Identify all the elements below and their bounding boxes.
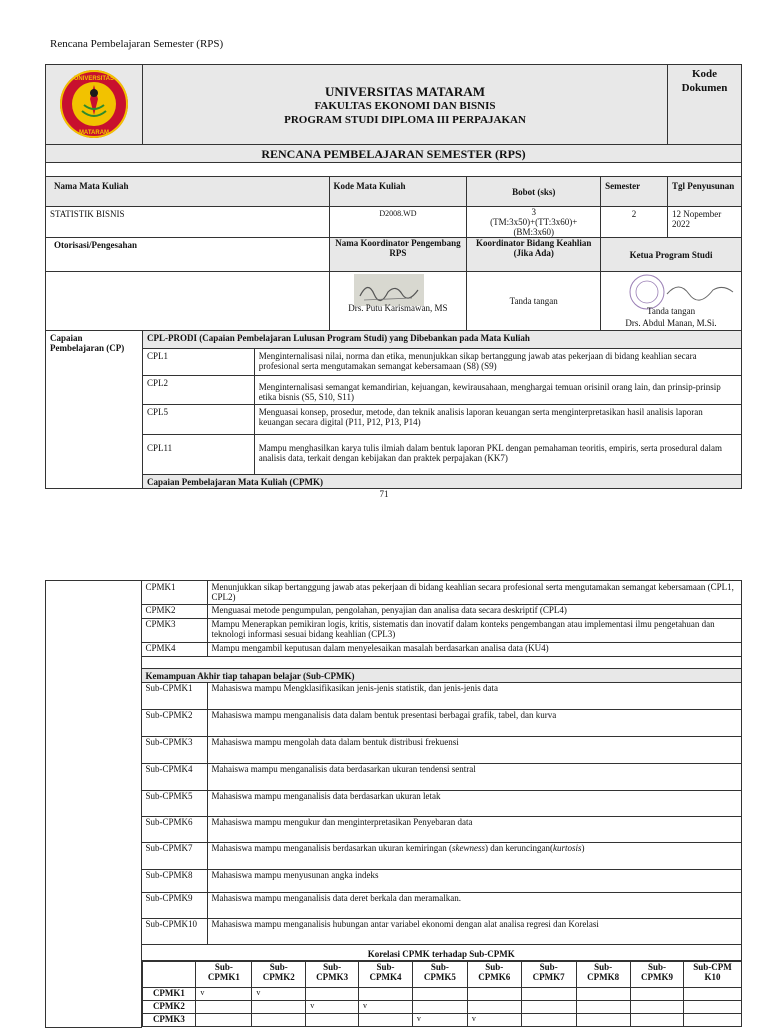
page-number: 71 <box>379 489 389 499</box>
correlation-mark <box>576 988 630 1001</box>
correlation-column-header: Sub-CPMK4 <box>359 962 413 988</box>
cp-label: Capaian Pembelajaran (CP) <box>46 331 143 489</box>
correlation-mark: v <box>359 1001 413 1014</box>
logo-text-top: UNIVERSITAS <box>74 76 114 82</box>
logo-cell <box>46 65 143 145</box>
correlation-row <box>142 988 741 1001</box>
correlation-column-header: Sub-CPMK9 <box>630 962 684 988</box>
correlation-mark <box>521 1014 576 1027</box>
correlation-mark <box>684 1014 741 1027</box>
document-code-cell <box>668 65 742 145</box>
subcpmk-code: Sub-CPMK8 <box>141 870 207 893</box>
coordinator-signature-cell <box>329 272 467 331</box>
subcpmk-code: Sub-CPMK5 <box>141 791 207 817</box>
correlation-mark <box>467 988 521 1001</box>
faculty-name: FAKULTAS EKONOMI DAN BISNIS <box>314 100 496 112</box>
field-signature: Tanda tangan <box>467 272 601 331</box>
cpl-text: Mampu menghasilkan karya tulis ilmiah dalam bentuk laporan PKL dengan pemahaman teoritis, empiris, serta prosedural dalam analisis data, terkait dengan kebijakan dan praktek perpajakan (KK7) <box>254 435 741 475</box>
course-weight-detail: (TM:3x50)+(TT:3x60)+(BM:3x60) <box>490 217 578 237</box>
kode-label: Kode <box>691 68 718 80</box>
subcpmk-code: Sub-CPMK4 <box>141 764 207 791</box>
correlation-mark <box>196 1014 252 1027</box>
cpl-code: CPL1 <box>143 349 255 376</box>
correlation-mark <box>630 1014 684 1027</box>
course-code-header: Kode Mata Kuliah <box>329 177 467 207</box>
coordinator-name: Drs. Putu Karismawan, MS <box>348 303 448 313</box>
subcpmk-text: Mahasiswa mampu menganalisis data deret berkala dan meramalkan. <box>207 893 741 919</box>
course-name: STATISTIK BISNIS <box>46 207 330 238</box>
subcpmk-text: Mahasiswa mampu menganalisis data dalam bentuk presentasi berbagai grafik, tabel, dan kurva <box>207 710 741 737</box>
cpmk-code: CPMK3 <box>141 619 207 643</box>
cpmk-code: CPMK1 <box>141 581 207 605</box>
correlation-column-header: Sub-CPM K10 <box>684 962 741 988</box>
subcpmk-code: Sub-CPMK10 <box>141 919 207 945</box>
correlation-column-header: Sub-CPMK7 <box>521 962 576 988</box>
coordinator-header: Nama Koordinator Pengembang RPS <box>329 238 467 272</box>
cpmk-text: Menunjukkan sikap bertanggung jawab atas pekerjaan di bidang keahlian secara profesional serta mengutamakan semangat kebersamaan (CPL1, CPL2) <box>207 581 741 605</box>
correlation-mark: v <box>252 988 306 1001</box>
authorization-label: Otorisasi/Pengesahan <box>46 238 330 272</box>
spacer-row <box>141 657 742 669</box>
cpl-header: CPL-PRODI (Capaian Pembelajaran Lulusan Program Studi) yang Dibebankan pada Mata Kuliah <box>143 331 742 349</box>
head-signature-cell <box>601 272 742 331</box>
correlation-row-label: CPMK1 <box>142 988 196 1001</box>
cpl-code: CPL5 <box>143 405 255 435</box>
cpl-code: CPL2 <box>143 376 255 405</box>
correlation-mark <box>359 1014 413 1027</box>
cpmk-code: CPMK2 <box>141 605 207 619</box>
correlation-column-header: Sub-CPMK2 <box>252 962 306 988</box>
subcpmk-text: Mahasiswa mampu menganalisis hubungan antar variabel ekonomi dengan alat analisa regresi dan Korelasi <box>207 919 741 945</box>
correlation-column-header: Sub-CPMK3 <box>306 962 359 988</box>
date-header: Tgl Penyusunan <box>668 177 742 207</box>
correlation-mark: v <box>306 1001 359 1014</box>
course-date: 12 Nopember 2022 <box>668 207 742 238</box>
university-logo <box>46 65 142 142</box>
correlation-mark <box>576 1014 630 1027</box>
subcpmk-code: Sub-CPMK3 <box>141 737 207 764</box>
correlation-container <box>141 961 742 1028</box>
subcpmk-text: Mahaiswa mampu menganalisis data berdasarkan ukuran tendensi sentral <box>207 764 741 791</box>
semester-header: Semester <box>601 177 668 207</box>
course-weight-header: Bobot (sks) <box>467 177 601 207</box>
subcpmk-text: Mahasiswa mampu mengukur dan menginterpretasikan Penyebaran data <box>207 817 741 843</box>
course-weight: 3 <box>531 207 536 217</box>
logo-text-bottom: MATARAM <box>78 130 110 136</box>
correlation-mark <box>252 1014 306 1027</box>
authorization-blank <box>46 272 330 331</box>
running-head: Rencana Pembelajaran Semester (RPS) <box>50 38 224 50</box>
subcpmk-text: Mahasiswa mampu menganalisis data berdasarkan ukuran letak <box>207 791 741 817</box>
cpmk-code: CPMK4 <box>141 643 207 657</box>
head-sign-label: Tanda tangan <box>646 306 696 316</box>
correlation-row-label: CPMK2 <box>142 1001 196 1014</box>
correlation-corner <box>142 962 196 988</box>
left-margin-column <box>46 581 142 1028</box>
subcpmk-text: Mahasiswa mampu mengolah data dalam bentuk distribusi frekuensi <box>207 737 741 764</box>
correlation-column-header: Sub-CPMK6 <box>467 962 521 988</box>
subcpmk-text: Mahasiswa mampu Mengklasifikasikan jenis-jenis statistik, dan jenis-jenis data <box>207 683 741 710</box>
correlation-mark: v <box>412 1014 467 1027</box>
correlation-mark: v <box>196 988 252 1001</box>
correlation-column-header: Sub-CPMK5 <box>412 962 467 988</box>
rps-title: RENCANA PEMBELAJARAN SEMESTER (RPS) <box>46 145 742 163</box>
university-name: UNIVERSITAS MATARAM <box>325 84 485 99</box>
cpmk-text: Menguasai metode pengumpulan, pengolahan, penyajian dan analisa data secara deskriptif (CPL4) <box>207 605 741 619</box>
faculty-stamp-and-signature <box>617 272 737 310</box>
correlation-mark <box>306 988 359 1001</box>
course-name-header: Nama Mata Kuliah <box>46 177 330 207</box>
subcpmk-code: Sub-CPMK7 <box>141 843 207 870</box>
subcpmk-header: Kemampuan Akhir tiap tahapan belajar (Sub-CPMK) <box>141 669 742 683</box>
correlation-mark <box>412 988 467 1001</box>
subcpmk-code: Sub-CPMK1 <box>141 683 207 710</box>
cpmk-header: Capaian Pembelajaran Mata Kuliah (CPMK) <box>143 475 742 489</box>
cpmk-text: Mampu mengambil keputusan dalam menyelesaikan masalah berdasarkan analisa data (KU4) <box>207 643 741 657</box>
subcpmk-text: Mahasiswa mampu menganalisis berdasarkan ukuran kemiringan (skewness) dan keruncingan(kurtosis) <box>207 843 741 870</box>
correlation-mark <box>359 988 413 1001</box>
correlation-mark <box>521 988 576 1001</box>
correlation-mark <box>252 1001 306 1014</box>
correlation-mark <box>467 1001 521 1014</box>
head-name: Drs. Abdul Manan, M.Si. <box>625 318 717 328</box>
cpl-code: CPL11 <box>143 435 255 475</box>
cpl-text: Menginternalisasi nilai, norma dan etika, menunjukkan sikap bertanggung jawab atas pekerjaan di bidang keahlian secara profesional serta mengutamakan semangat kebersamaan (S8) (S9) <box>254 349 741 376</box>
institution-block <box>143 65 668 145</box>
subcpmk-code: Sub-CPMK9 <box>141 893 207 919</box>
correlation-mark: v <box>467 1014 521 1027</box>
coordinator-signature-image <box>354 274 424 306</box>
correlation-column-header: Sub-CPMK8 <box>576 962 630 988</box>
correlation-column-header: Sub-CPMK1 <box>196 962 252 988</box>
subcpmk-text: Mahasiswa mampu menyusunan angka indeks <box>207 870 741 893</box>
cpmk-table <box>45 580 742 1028</box>
program-name: PROGRAM STUDI DIPLOMA III PERPAJAKAN <box>284 114 526 126</box>
correlation-mark <box>521 1001 576 1014</box>
cpl-text: Menguasai konsep, prosedur, metode, dan teknik analisis laporan keuangan serta menginterpretasikan hasil analisis laporan keuangan secara digital (P11, P12, P13, P14) <box>254 405 741 435</box>
correlation-mark <box>684 988 741 1001</box>
cpmk-text: Mampu Menerapkan pemikiran logis, kritis, sistematis dan inovatif dalam konteks pengembangan atau implementasi ilmu pengetahuan dan teknologi informasi sesuai bidang keahlian (CPL3) <box>207 619 741 643</box>
correlation-row <box>142 1014 741 1027</box>
course-code: D2008.WD <box>329 207 467 238</box>
cpl-text: Menginternalisasi semangat kemandirian, kejuangan, kewirausahaan, menghargai temuan orisinil orang lain, dan prinsip-prinsip etika bisnis (S5, S10, S11) <box>254 376 741 405</box>
field-coordinator-header: Koordinator Bidang Keahlian (Jika Ada) <box>467 238 601 272</box>
rps-header-table <box>45 64 742 487</box>
correlation-row <box>142 1001 741 1014</box>
correlation-mark <box>684 1001 741 1014</box>
correlation-mark <box>576 1001 630 1014</box>
correlation-mark <box>630 1001 684 1014</box>
correlation-mark <box>630 988 684 1001</box>
spacer-row <box>46 163 742 177</box>
correlation-mark <box>306 1014 359 1027</box>
correlation-table <box>142 961 742 1027</box>
correlation-mark <box>196 1001 252 1014</box>
correlation-mark <box>412 1001 467 1014</box>
course-weight-cell <box>467 207 601 238</box>
subcpmk-code: Sub-CPMK6 <box>141 817 207 843</box>
subcpmk-code: Sub-CPMK2 <box>141 710 207 737</box>
correlation-row-label: CPMK3 <box>142 1014 196 1027</box>
head-header: Ketua Program Studi <box>601 238 742 272</box>
dokumen-label: Dokumen <box>681 82 728 94</box>
course-semester: 2 <box>601 207 668 238</box>
correlation-title: Korelasi CPMK terhadap Sub-CPMK <box>141 945 742 961</box>
